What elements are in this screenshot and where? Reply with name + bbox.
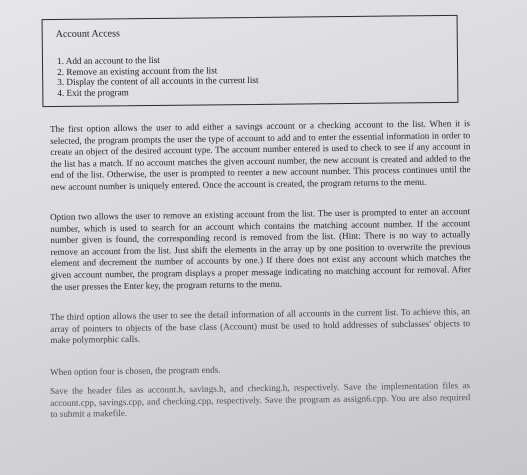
menu-option-add: 1. Add an account to the list xyxy=(56,54,160,67)
menu-option-display: 3. Display the content of all accounts in the current list xyxy=(57,74,259,88)
menu-option-exit: 4. Exit the program xyxy=(57,86,129,98)
paragraph-option-four: When option four is chosen, the program ends. xyxy=(50,364,221,377)
menu-option-remove: 2. Remove an existing account from the list xyxy=(57,64,218,77)
paragraph-option-three: The third option allows the user to see the detail information of all accounts in the current list. To achieve this, an array of pointers to objects of the base class (Account) must be used to hold addresses of subclasses' objects to make polymorphic calls. xyxy=(50,306,471,346)
paragraph-file-instructions: Save the header files as account.h, savings.h, and checking.h, respectively. Save the implementation files as account.cpp, savings.cpp, and checking.cpp, respectively. Save the program as assign6.cpp. You are also required to submit a makefile. xyxy=(50,380,471,420)
account-access-menu-box xyxy=(42,15,459,107)
paragraph-option-two: Option two allows the user to remove an existing account from the list. The user is prompted to enter an account number, which is used to search for an account which contains the matching account number. If the account number given is found, the corresponding record is removed from the list. (Hint: There is no way to actually remove an account from the list. Just shift the elements in the array up by one position to overwrite the previous element and decrement the number of accounts by one.) If there does not exist any account which matches the given account number, the program displays a proper message indicating no matching account for removal. After the user presses the Enter key, the program returns to the menu. xyxy=(50,206,471,292)
paragraph-option-one: The first option allows the user to add either a savings account or a checking account to the list. When it is selected, the program prompts the user the type of account to add and to enter the essential information in order to create an object of the desired account type. The account number entered is used to check to see if any account in the list has a match. If no account matches the given account number, the new account is created and added to the end of the list. Otherwise, the user is prompted to reenter a new account number. This process continues until the new account number is uniquely entered. Once the account is created, the program returns to the menu. xyxy=(50,118,471,192)
menu-title: Account Access xyxy=(55,28,120,41)
menu-options-list xyxy=(57,54,259,98)
